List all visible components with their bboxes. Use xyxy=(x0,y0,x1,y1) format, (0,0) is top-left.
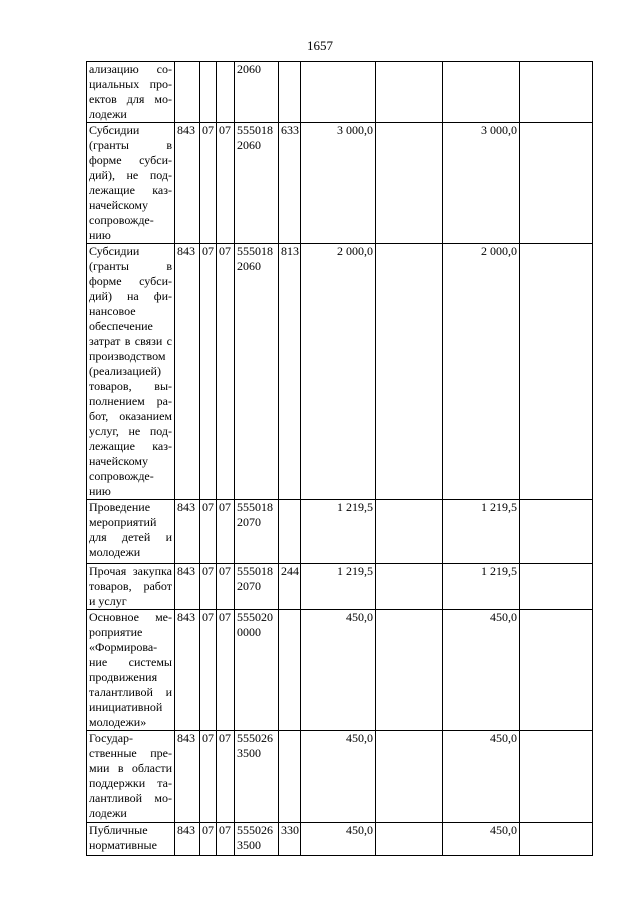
item-name: Субсидии (гранты в форме субси-дий) на фи-нансовое обеспечение затрат в связи с производством (реализацией) товаров, вы-полнением ра-бот, оказанием услуг, не под-лежащие каз-начейскому сопровожде-нию xyxy=(87,244,175,500)
table-row xyxy=(87,564,593,610)
expense-type-code xyxy=(279,62,301,123)
expense-type-code: 330 xyxy=(279,823,301,856)
expense-type-code xyxy=(279,731,301,823)
ministry-code: 843 xyxy=(175,244,200,500)
table-row xyxy=(87,731,593,823)
amount-column-8: 3 000,0 xyxy=(443,123,520,244)
amount-total: 450,0 xyxy=(301,731,376,823)
subsection-code: 07 xyxy=(217,500,235,564)
table-row xyxy=(87,62,593,123)
amount-column-8: 2 000,0 xyxy=(443,244,520,500)
item-name: Проведение мероприятий для детей и молодежи xyxy=(87,500,175,564)
amount-column-8: 1 219,5 xyxy=(443,500,520,564)
budget-table xyxy=(86,61,593,856)
section-code xyxy=(200,62,217,123)
section-code: 07 xyxy=(200,823,217,856)
amount-column-9 xyxy=(520,731,593,823)
ministry-code: 843 xyxy=(175,500,200,564)
expense-type-code: 244 xyxy=(279,564,301,610)
amount-column-7 xyxy=(376,62,443,123)
amount-total: 3 000,0 xyxy=(301,123,376,244)
ministry-code: 843 xyxy=(175,610,200,731)
target-article-code: 555018 2070 xyxy=(235,500,279,564)
amount-column-8: 450,0 xyxy=(443,823,520,856)
table-row xyxy=(87,500,593,564)
amount-column-9 xyxy=(520,244,593,500)
subsection-code: 07 xyxy=(217,123,235,244)
target-article-code: 555020 0000 xyxy=(235,610,279,731)
table-row xyxy=(87,244,593,500)
amount-column-7 xyxy=(376,610,443,731)
section-code: 07 xyxy=(200,500,217,564)
expense-type-code: 813 xyxy=(279,244,301,500)
amount-column-7 xyxy=(376,500,443,564)
item-name: Публичные нормативные xyxy=(87,823,175,856)
amount-column-9 xyxy=(520,823,593,856)
section-code: 07 xyxy=(200,731,217,823)
subsection-code: 07 xyxy=(217,564,235,610)
amount-column-9 xyxy=(520,564,593,610)
amount-column-7 xyxy=(376,244,443,500)
expense-type-code: 633 xyxy=(279,123,301,244)
amount-column-7 xyxy=(376,123,443,244)
item-name: Государ-ственные пре-мии в области поддержки та-лантливой мо-лодежи xyxy=(87,731,175,823)
amount-column-9 xyxy=(520,62,593,123)
amount-total: 2 000,0 xyxy=(301,244,376,500)
amount-total: 1 219,5 xyxy=(301,564,376,610)
target-article-code: 555026 3500 xyxy=(235,823,279,856)
amount-column-8: 450,0 xyxy=(443,731,520,823)
target-article-code: 2060 xyxy=(235,62,279,123)
ministry-code: 843 xyxy=(175,731,200,823)
target-article-code: 555018 2060 xyxy=(235,244,279,500)
table-row xyxy=(87,610,593,731)
target-article-code: 555018 2060 xyxy=(235,123,279,244)
amount-total: 450,0 xyxy=(301,823,376,856)
subsection-code: 07 xyxy=(217,610,235,731)
amount-total: 1 219,5 xyxy=(301,500,376,564)
ministry-code xyxy=(175,62,200,123)
subsection-code: 07 xyxy=(217,823,235,856)
target-article-code: 555026 3500 xyxy=(235,731,279,823)
subsection-code: 07 xyxy=(217,244,235,500)
amount-column-8 xyxy=(443,62,520,123)
amount-column-8: 450,0 xyxy=(443,610,520,731)
ministry-code: 843 xyxy=(175,123,200,244)
table-row xyxy=(87,823,593,856)
item-name: ализацию со-циальных про-ектов для мо-лодежи xyxy=(87,62,175,123)
amount-column-7 xyxy=(376,823,443,856)
section-code: 07 xyxy=(200,610,217,731)
expense-type-code xyxy=(279,500,301,564)
subsection-code: 07 xyxy=(217,731,235,823)
page-number: 1657 xyxy=(307,38,333,53)
amount-total xyxy=(301,62,376,123)
amount-column-8: 1 219,5 xyxy=(443,564,520,610)
section-code: 07 xyxy=(200,123,217,244)
amount-column-7 xyxy=(376,731,443,823)
item-name: Прочая закупка товаров, работ и услуг xyxy=(87,564,175,610)
table-row xyxy=(87,123,593,244)
amount-column-9 xyxy=(520,123,593,244)
subsection-code xyxy=(217,62,235,123)
item-name: Субсидии (гранты в форме субси-дий), не под-лежащие каз-начейскому сопровожде-нию xyxy=(87,123,175,244)
amount-total: 450,0 xyxy=(301,610,376,731)
ministry-code: 843 xyxy=(175,564,200,610)
section-code: 07 xyxy=(200,564,217,610)
amount-column-9 xyxy=(520,500,593,564)
ministry-code: 843 xyxy=(175,823,200,856)
section-code: 07 xyxy=(200,244,217,500)
amount-column-7 xyxy=(376,564,443,610)
item-name: Основное ме-роприятие «Формирова-ние системы продвижения талантливой и инициативной молодежи» xyxy=(87,610,175,731)
expense-type-code xyxy=(279,610,301,731)
amount-column-9 xyxy=(520,610,593,731)
target-article-code: 555018 2070 xyxy=(235,564,279,610)
